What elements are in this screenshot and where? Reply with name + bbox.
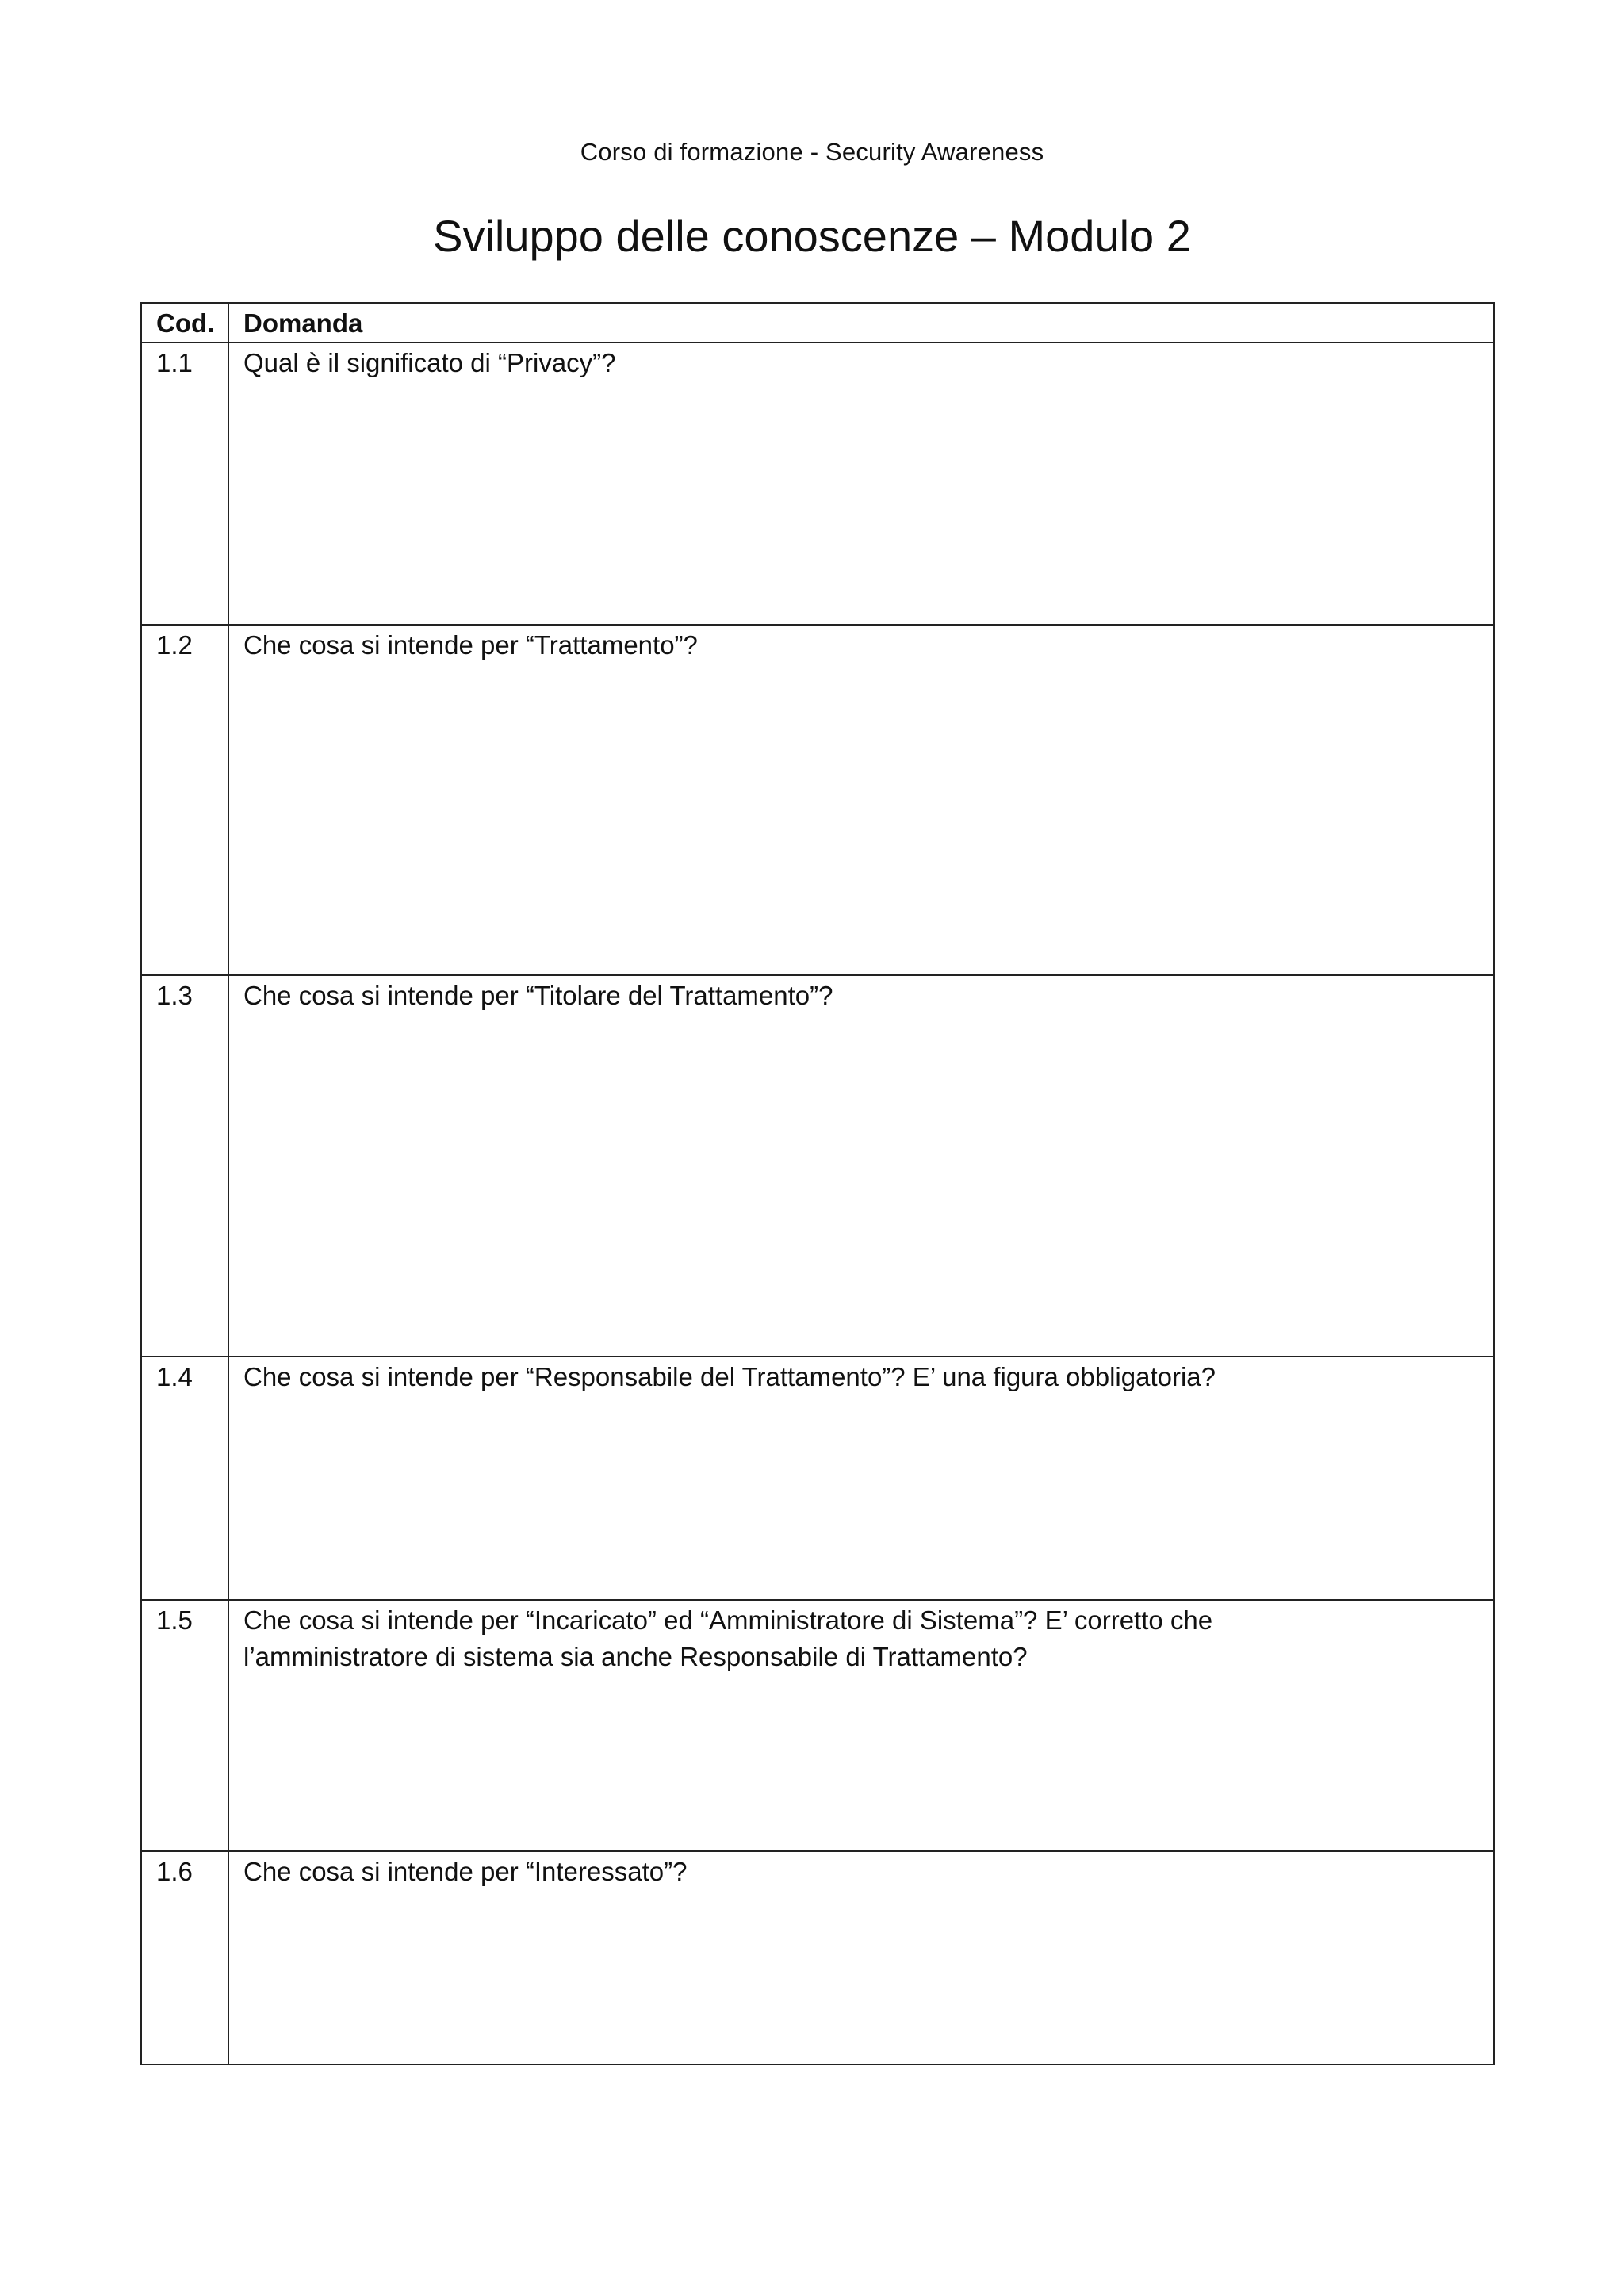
question-code: 1.2 xyxy=(141,625,228,975)
question-cell xyxy=(228,975,1494,1357)
table-row xyxy=(141,1600,1494,1851)
question-cell xyxy=(228,625,1494,975)
question-text: Che cosa si intende per “Incaricato” ed “Amministratore di Sistema”? E’ corretto che l’amministratore di sistema sia anche Responsabile di Trattamento? xyxy=(243,1605,1213,1671)
question-text: Che cosa si intende per “Interessato”? xyxy=(243,1857,688,1886)
table-row xyxy=(141,1851,1494,2064)
question-text: Che cosa si intende per “Trattamento”? xyxy=(243,630,698,660)
course-header: Corso di formazione - Security Awareness xyxy=(580,138,1044,166)
table-header-row xyxy=(141,303,1494,342)
question-cell xyxy=(228,1600,1494,1851)
document-title: Sviluppo delle conoscenze – Modulo 2 xyxy=(433,211,1191,261)
question-text: Che cosa si intende per “Responsabile del Trattamento”? E’ una figura obbligatoria? xyxy=(243,1362,1216,1391)
table-row xyxy=(141,342,1494,625)
header-code: Cod. xyxy=(141,303,228,342)
question-code: 1.6 xyxy=(141,1851,228,2064)
question-cell xyxy=(228,342,1494,625)
question-text: Che cosa si intende per “Titolare del Trattamento”? xyxy=(243,981,833,1010)
question-text: Qual è il significato di “Privacy”? xyxy=(243,348,616,377)
question-code: 1.4 xyxy=(141,1357,228,1600)
question-code: 1.3 xyxy=(141,975,228,1357)
table-row xyxy=(141,975,1494,1357)
question-code: 1.5 xyxy=(141,1600,228,1851)
question-cell xyxy=(228,1357,1494,1600)
header-question: Domanda xyxy=(228,303,1494,342)
table-row xyxy=(141,1357,1494,1600)
table-row xyxy=(141,625,1494,975)
question-cell xyxy=(228,1851,1494,2064)
question-code: 1.1 xyxy=(141,342,228,625)
questions-table xyxy=(140,302,1495,2065)
